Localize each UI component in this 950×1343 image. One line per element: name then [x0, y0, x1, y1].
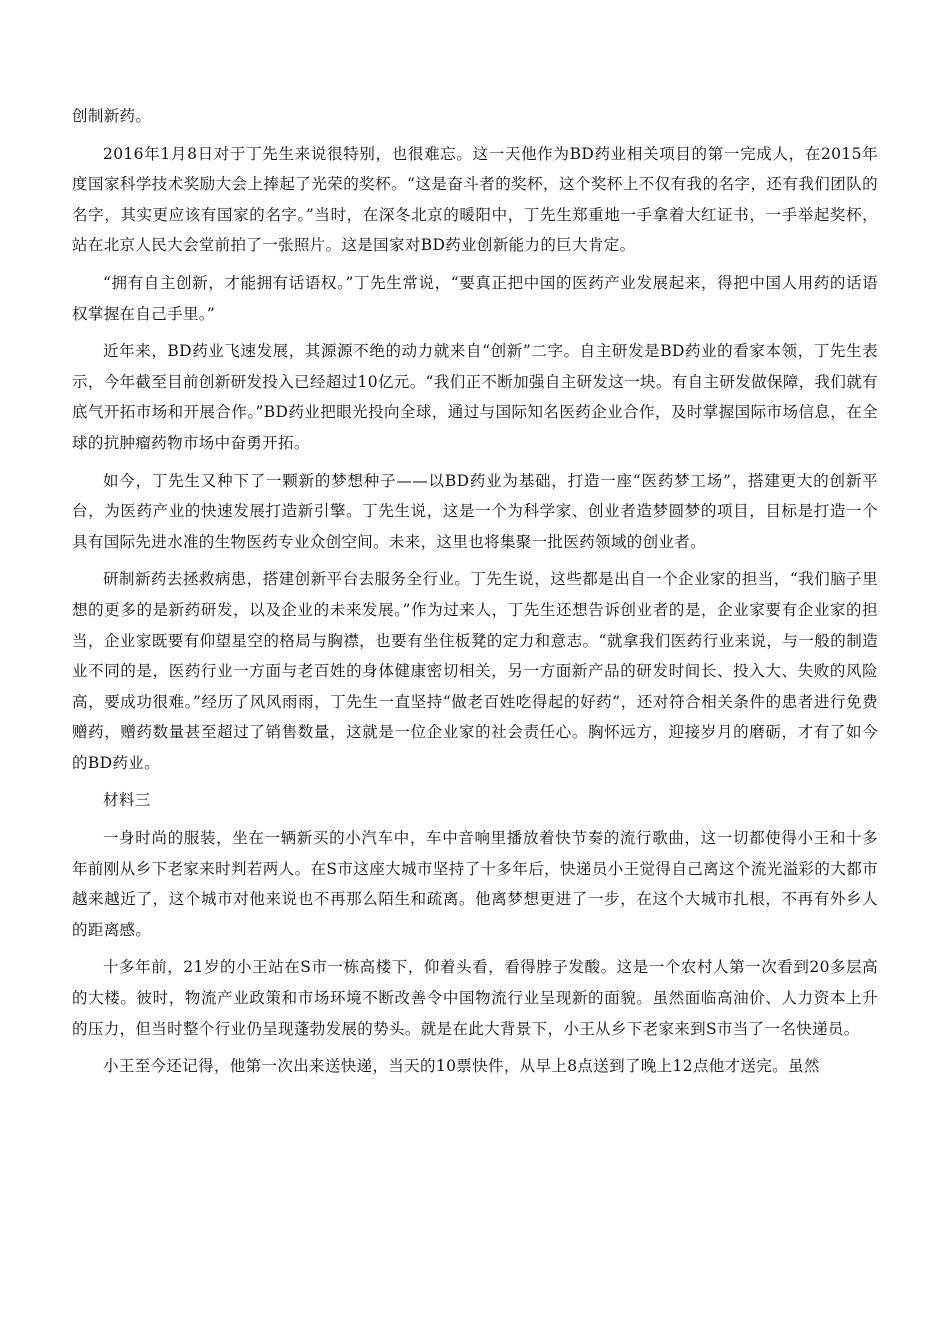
paragraph-innovation-quote: “拥有自主创新，才能拥有话语权。”丁先生常说，“要真正把中国的医药产业发展起来，得把中国人用药的话语权掌握在自己手里。” — [72, 273, 878, 323]
paragraph-continuation: 创制新药。 — [72, 107, 152, 125]
paragraph-dream-factory: 如今，丁先生又种下了一颗新的梦想种子——以BD药业为基础，打造一座“医药梦工场”，搭建更大的创新平台，为医药产业的快速发展打造新引擎。丁先生说，这是一个为科学家、创业者造梦圆梦的项目，目标是打造一个具有国际先进水准的生物医药专业众创空间。未来，这里也将集聚一批医药领域的创业者。 — [72, 471, 878, 551]
paragraph-rd-investment: 近年来，BD药业飞速发展，其源源不绝的动力就来自“创新”二字。自主研发是BD药业的看家本领，丁先生表示，今年截至目前创新研发投入已经超过10亿元。“我们正不断加强自主研发这一块。有自主研发做保障，我们就有底气开拓市场和开展合作。”BD药业把眼光投向全球，通过与国际知名医药企业合作，及时掌握国际市场信息，在全球的抗肿瘤药物市场中奋勇开拓。 — [72, 342, 878, 452]
paragraph-first-delivery: 小王至今还记得，他第一次出来送快递，当天的10票快件，从早上8点送到了晚上12点他才送完。虽然 — [103, 1057, 820, 1076]
paragraph-entrepreneur-responsibility: 研制新药去拯救病患，搭建创新平台去服务全行业。丁先生说，这些都是出自一个企业家的担当，“我们脑子里想的更多的是新药研发，以及企业的未来发展。”作为过来人，丁先生还想告诉创业者的是，企业家要有企业家的担当，企业家既要有仰望星空的格局与胸襟，也要有坐住板凳的定力和意志。“就拿我们医药行业来说，与一般的制造业不同的是，医药行业一方面与老百姓的身体健康密切相关，另一方面新产品的研发时间长、投入大、失败的风险高，要成功很难。”经历了风风雨雨，丁先生一直坚持“做老百姓吃得起的好药”，还对符合相关条件的患者进行免费赠药，赠药数量甚至超过了销售数量，这就是一位企业家的社会责任心。胸怀远方，迎接岁月的磨砺，才有了如今的BD药业。 — [72, 570, 878, 772]
paragraph-courier-today: 一身时尚的服装，坐在一辆新买的小汽车中，车中音响里播放着快节奏的流行歌曲，这一切都使得小王和十多年前刚从乡下老家来时判若两人。在S市这座大城市坚持了十多年后，快递员小王觉得自己离这个流光溢彩的大都市越来越近了，这个城市对他来说也不再那么陌生和疏离。他离梦想更进了一步，在这个大城市扎根，不再有外乡人的距离感。 — [72, 829, 878, 939]
paragraph-award: 2016年1月8日对于丁先生来说很特别，也很难忘。这一天他作为BD药业相关项目的第一完成人，在2015年度国家科学技术奖励大会上捧起了光荣的奖杯。“这是奋斗者的奖杯，这个奖杯上不仅有我的名字，还有我们团队的名字，其实更应该有国家的名字。”当时，在深冬北京的暖阳中，丁先生郑重地一手拿着大红证书，一手举起奖杯，站在北京人民大会堂前拍了一张照片。这是国家对BD药业创新能力的巨大肯定。 — [72, 144, 878, 255]
section-heading-material-3: 材料三 — [103, 791, 151, 810]
paragraph-courier-past: 十多年前，21岁的小王站在S市一栋高楼下，仰着头看，看得脖子发酸。这是一个农村人第一次看到20多层高的大楼。彼时，物流产业政策和市场环境不断改善令中国物流行业呈现新的面貌。虽然面临高油价、人力资本上升的压力，但当时整个行业仍呈现蓬勃发展的势头。就是在此大背景下，小王从乡下老家来到S市当了一名快递员。 — [72, 958, 878, 1038]
